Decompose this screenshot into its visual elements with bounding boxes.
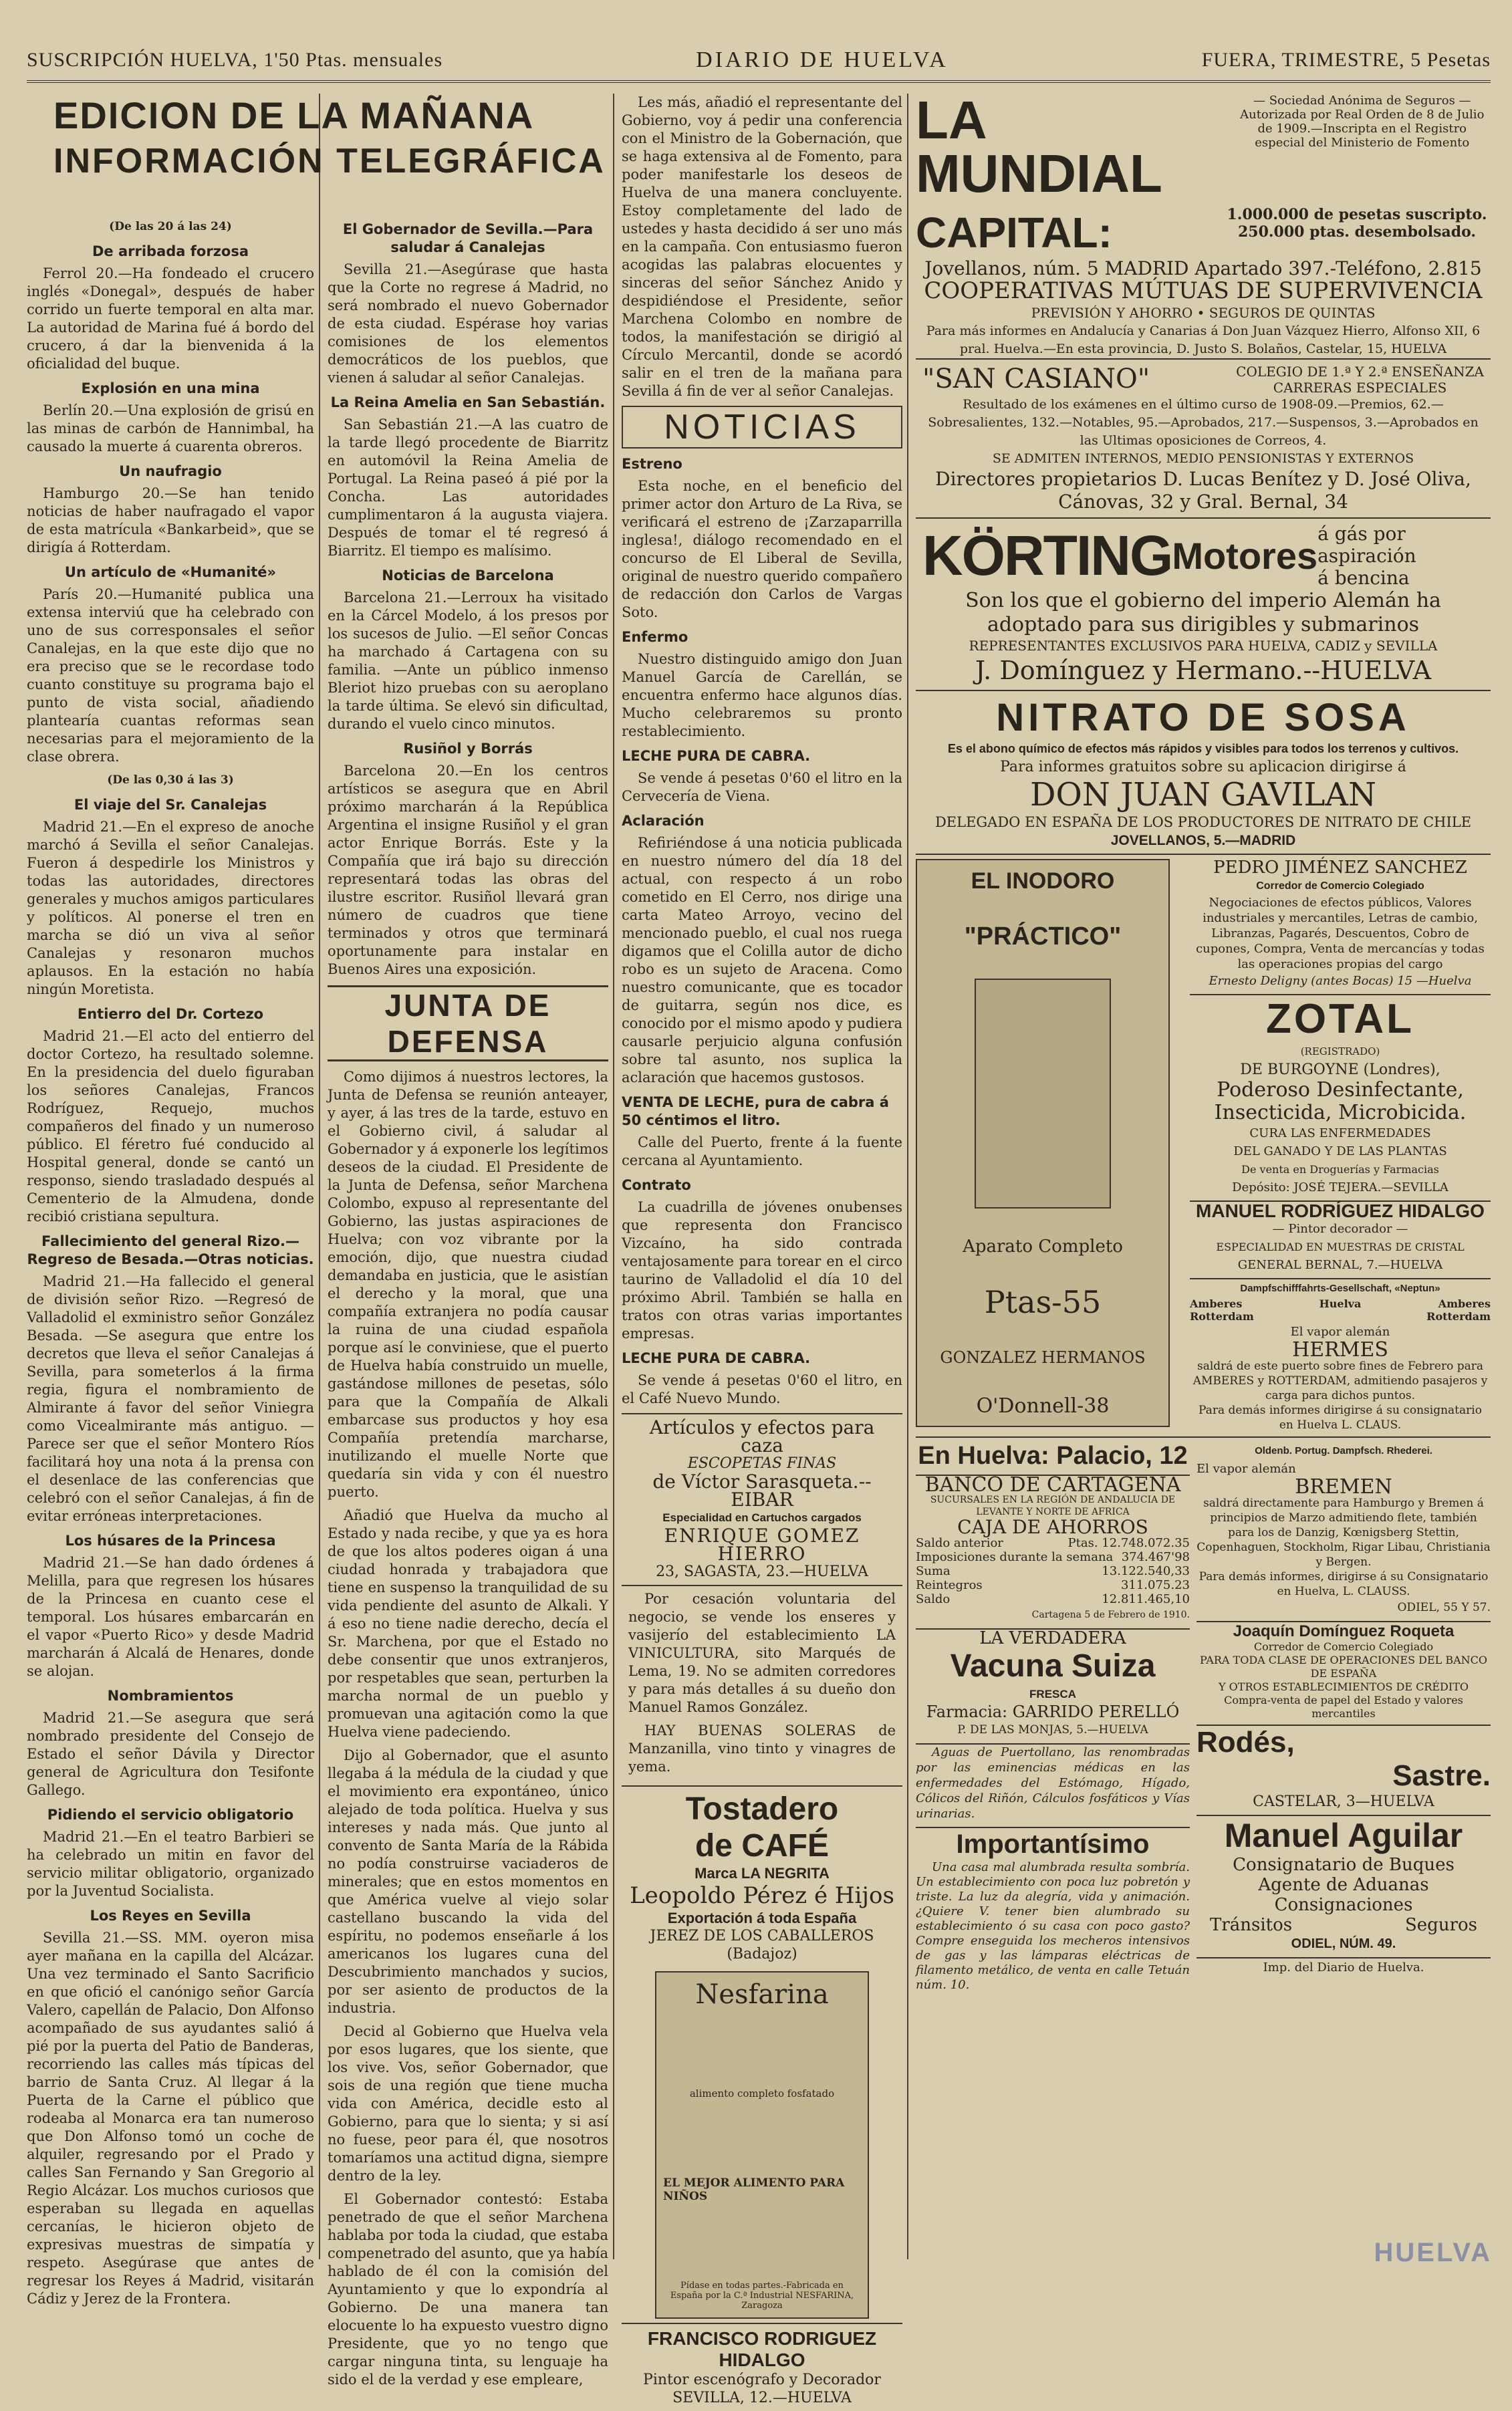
- article-text: Barcelona 21.—Lerroux ha visitado en la Cárcel Modelo, á los presos por los sucesos de Julio. —El señor Concas ha marchado á Cartagena con su familia. —Ante un público inmenso Bleriot hizo pruebas con su aeroplano la tarde última. Se elevó sin dificultad, durando el vuelo cinco minutos.: [328, 590, 608, 732]
- ad-line: SE ADMITEN INTERNOS, MEDIO PENSIONISTAS Y EXTERNOS: [992, 451, 1414, 466]
- banco-table-row: [916, 1536, 1190, 1550]
- ad-line: En Huelva: Palacio, 12: [918, 1442, 1188, 1470]
- article-text: Madrid 21.—Se asegura que será nombrado presidente del Consejo de Estado el señor Dávila y Director general de Agricultura don Tesifonte Gallego.: [27, 1710, 314, 1798]
- ads-right-stack-lower: [1196, 1442, 1491, 1998]
- banco-row-value: Ptas. 12.748.072.35: [1067, 1536, 1190, 1550]
- ad-line: CURA LAS ENFERMEDADES: [1249, 1126, 1431, 1140]
- banco-row-value: 12.811.465,10: [1102, 1592, 1190, 1606]
- article-heading: VENTA DE LECHE, pura de cabra á 50 céntimos el litro.: [622, 1094, 889, 1128]
- subscription-local: SUSCRIPCIÓN HUELVA, 1'50 Ptas. mensuales: [27, 49, 443, 71]
- article-text: Sevilla 21.—SS. MM. oyeron misa ayer mañana en la capilla del Alcázar. Una vez terminado el Santo Sacrificio en que ofició el canónigo señor García Valero, capellán de Palacio, Don Alfonso acompañado de sus ayudantes salió á pié por la puerta del Patio de Banderas, recorriendo las calles más típicas del barrio de Santa Cruz. Al llegar á la Puerta de la Carne el público que rodeaba al Monarca era tan numeroso que Don Alfonso tomó un coche de alquiler, regresando por el Prado y calles San Fernando y San Gregorio al Regio Alcázar. Los muchos curiosos que esperaban su llegada en aquellas cercanías, le hicieron objeto de expresivas muestras de simpatía y respeto. Asegúrase que antes de regresar los Reyes á Madrid, visitarán Cádiz y Jerez de la Frontera.: [27, 1930, 314, 2307]
- article-text: La cuadrilla de jóvenes onubenses que representa don Francisco Vizcaíno, ha sido contrada ventajosamente para torear en el circo taurino de Valladolid el día 10 del próximo Abril. También se halla en tratos con otras varias importantes empresas.: [622, 1199, 902, 1342]
- banco-row-value: 13.122.540,33: [1102, 1564, 1190, 1578]
- ad-line: HERMES: [1292, 1338, 1388, 1362]
- ad-text: HAY BUENAS SOLERAS de Manzanilla, vino tinto y vinagres de yema.: [628, 1723, 896, 1775]
- article-text: Ferrol 20.—Ha fondeado el crucero inglés «Donegal», después de haber corrido un fuerte temporal en alta mar. La autoridad de Marina fué á bordo del crucero, á dar la bienvenida á la oficialidad del buque.: [27, 265, 314, 372]
- ad-line: Rotterdam: [1190, 1310, 1254, 1323]
- time-range: (De las 0,30 á las 3): [107, 773, 234, 787]
- ad-line: ZOTAL: [1265, 996, 1414, 1042]
- ad-line: ODIEL, 55 Y 57.: [1397, 1601, 1491, 1614]
- article-heading: Contrato: [622, 1177, 691, 1193]
- ad-line: — Pintor decorador —: [1272, 1222, 1408, 1236]
- ad-line: ESPECIALIDAD EN MUESTRAS DE CRISTAL: [1216, 1241, 1465, 1253]
- banco-row-label: Reintegros: [916, 1578, 983, 1592]
- banco-row-value: 374.467'98: [1121, 1550, 1190, 1564]
- ad-line: ESCOPETAS FINAS: [687, 1455, 837, 1472]
- newspaper-page: [27, 40, 1491, 2406]
- ad-line: Motores: [1172, 535, 1318, 577]
- ad-line: Jovellanos, núm. 5 MADRID Apartado 397.-Teléfono, 2.815: [924, 257, 1482, 279]
- zotal-ad: [1190, 994, 1491, 1196]
- ad-line: BREMEN: [1295, 1475, 1392, 1499]
- ad-line: CARRERAS ESPECIALES: [1273, 380, 1447, 396]
- ad-line: EL MEJOR ALIMENTO PARA NIÑOS: [663, 2176, 845, 2204]
- archive-watermark: HUELVA: [1374, 2238, 1492, 2267]
- ad-line: Agente de Aduanas: [1258, 1875, 1429, 1895]
- ad-line: NITRATO DE SOSA: [996, 696, 1410, 739]
- article-text: Hamburgo 20.—Se han tenido noticias de haber naufragado el vapor de esta matrícula «Bankarbeid», que se dirigía á Rotterdam.: [27, 485, 314, 555]
- ad-line: Ptas-55: [984, 1284, 1102, 1320]
- ad-line: Ernesto Deligny (antes Bocas) 15 —Huelva: [1209, 974, 1472, 988]
- subscription-outside: FUERA, TRIMESTRE, 5 Pesetas: [1201, 49, 1491, 71]
- article-text: Como dijimos á nuestros lectores, la Junta de Defensa se reunión anteayer, y ayer, á las tres de la tarde, estuvo en el Gobierno civil, á saludar al Gobernador y á exponerle los legítimos deseos de la ciudad. El Presidente de la Junta de Defensa, señor Marchena Colombo, expuso al representante del Gobierno, las justas aspiraciones de Huelva; con voz vibrante por la emoción, dijo, que nuestra ciudad demandaba en justicia, que le asistían el derecho y la moral, que una compañía extranjera no podía causar la ruina de una ciudad española porque así le conviniese, que el puerto de Huelva había construido un muelle, gastándose millones de pesetas, sólo para que la Compañía de Alkali embarcase sus productos y hoy esa Compañía pretendía marcharse, inutilizando el muelle Norte que quedaría sin vida y con él nuestro puerto.: [328, 1069, 608, 1500]
- article-heading: Noticias de Barcelona: [382, 567, 554, 584]
- ad-line: PARA TODA CLASE DE OPERACIONES DEL BANCO DE ESPAÑA: [1200, 1654, 1487, 1680]
- ad-nitrato: [916, 690, 1491, 854]
- ad-line: Manuel Aguilar: [1224, 1817, 1463, 1854]
- ad-text: Aguas de Puertollano, las renombradas por las eminencias médicas en las enfermedades del Estómago, Hígado, Cólicos del Riñón, Cálculos fosfáticos y Vías urinarias.: [916, 1745, 1190, 1821]
- ad-line: Huelva: [1319, 1297, 1362, 1310]
- masthead: [27, 40, 1491, 83]
- ad-line: Leopoldo Pérez é Hijos: [630, 1882, 894, 1909]
- ad-line: Y OTROS ESTABLECIMIENTOS DE CRÉDITO: [1219, 1680, 1469, 1693]
- ad-line: Exportación á toda España: [667, 1910, 857, 1926]
- ad-line: FRANCISCO RODRIGUEZ HIDALGO: [647, 2328, 877, 2370]
- ad-line: GONZALEZ HERMANOS: [940, 1348, 1146, 1367]
- ad-text: Por cesación voluntaria del negocio, se vende los enseres y vasijerío del establecimiento LA VINICULTURA, sito Marqués de Lema, 19. No se admiten corredores y para más detalles á su dueño don Manuel Ramos González.: [628, 1591, 896, 1715]
- edition-heading-block: [27, 94, 615, 214]
- ad-line: Nesfarina: [695, 1979, 829, 2010]
- manuel-aguilar-ad: [1196, 1815, 1491, 1953]
- article-heading: Estreno: [622, 456, 682, 472]
- banco-row-value: 311.075.23: [1120, 1578, 1190, 1592]
- la-mundial-title: LA MUNDIAL: [916, 90, 1162, 203]
- banco-row-label: Imposiciones durante la semana: [916, 1550, 1114, 1564]
- article-text: Madrid 21.—El acto del entierro del doctor Cortezo, ha resultado solemne. En la presidencia del duelo figuraban los señores Canalejas, Francos Rodríguez, Requejo, muchos compañeros del finado y un numeroso público. El féretro fué conducido al Hospital general, donde se cantó un responso, siendo trasladado después al Cementerio de la Almudena, donde recibió cristiana sepultura.: [27, 1028, 314, 1225]
- hermes-ad: [1190, 1278, 1491, 1432]
- ad-line: á bencina: [1317, 567, 1410, 589]
- ad-line: 1.000.000 de pesetas suscripto.: [1227, 206, 1487, 223]
- ad-line: FRESCA: [1029, 1688, 1076, 1700]
- ad-line: Compra-venta de papel del Estado y valores mercantiles: [1224, 1694, 1463, 1720]
- article-text: San Sebastián 21.—A las cuatro de la tarde llegó procedente de Biarritz en automóvil la Reina Amelia de Portugal. La Reina paseó á pié por la Concha. Las autoridades cumplimentaron á la augusta viajera. Después de tomar el té regresó á Biarritz. El tiempo es malísimo.: [328, 416, 608, 559]
- manuel-rodriguez-ad: [1190, 1200, 1491, 1274]
- ad-line: de CAFÉ: [695, 1828, 829, 1864]
- article-heading: Entierro del Dr. Cortezo: [77, 1006, 264, 1022]
- ad-line: Rotterdam: [1426, 1310, 1491, 1323]
- ad-tostadero: [622, 1785, 902, 1967]
- ad-line: ENRIQUE GOMEZ HIERRO: [664, 1525, 860, 1565]
- banco-table-row: [916, 1578, 1190, 1592]
- column-1: [27, 214, 321, 2307]
- section-title: INFORMACIÓN TELEGRÁFICA: [53, 142, 606, 180]
- printer-credit: Imp. del Diario de Huelva.: [1196, 1957, 1491, 1977]
- joaquin-dominguez-ad: [1196, 1621, 1491, 1721]
- ad-line: Directores propietarios D. Lucas Benítez y D. José Oliva, Cánovas, 32 y Gral. Bernal, 34: [935, 468, 1471, 513]
- ad-san-casiano: [916, 358, 1491, 517]
- ads-left-stack: [916, 1442, 1190, 1998]
- article-heading: Explosión en una mina: [81, 380, 260, 396]
- ad-line: Seguros: [1404, 1915, 1477, 1935]
- ad-line: Farmacia: GARRIDO PERELLÓ: [926, 1702, 1180, 1721]
- ad-line: DON JUAN GAVILAN: [1029, 776, 1376, 813]
- ad-line: alimento completo fosfatado: [689, 2087, 835, 2100]
- ad-line: 23, SAGASTA, 23.—HUELVA: [656, 1563, 868, 1580]
- article-text: Madrid 21.—En el expreso de anoche marchó á Sevilla el señor Canalejas. Fueron á despedirle los Ministros y todas las autoridades, directores generales y muchos amigos particulares y políticos. Al ponerse el tren en marcha se dió un viva al señor Canalejas y resonaron muchos aplausos. En la estación no había ningún Moretista.: [27, 819, 314, 997]
- ad-line: Para más informes en Andalucía y Canarias á Don Juan Vázquez Hierro, Alfonso XII, 6 pral. Huelva.—En esta provincia, D. Justo S. Bolaños, Castelar, 15, HUELVA: [926, 324, 1481, 356]
- article-heading: Los húsares de la Princesa: [65, 1533, 276, 1549]
- ad-line: COLEGIO DE 1.ª Y 2.ª ENSEÑANZA: [1236, 364, 1484, 380]
- article-text: Madrid 21.—En el teatro Barbieri se ha celebrado un mitin en favor del servicio militar obligatorio, organizado por la Juventud Socialista.: [27, 1829, 314, 1899]
- article-heading: Enfermo: [622, 629, 688, 645]
- ad-line: Artículos y efectos para caza: [649, 1416, 875, 1456]
- article-text: Madrid 21.—Se han dado órdenes á Melilla, para que regresen los húsares de la Princesa en cuanto cese el temporal. Los húsares embarcarán en el vapor «Puerto Rico» y desde Madrid marcharán á Alcalá de Henares, donde se alojan.: [27, 1555, 314, 1679]
- ad-hunting-supplies: [622, 1413, 902, 1585]
- ad-line: Es el abono químico de efectos más rápidos y visibles para todos los terrenos y cultivos.: [947, 742, 1459, 755]
- ad-line: Rodés,: [1196, 1726, 1295, 1759]
- ad-line: Corredor de Comercio Colegiado: [1253, 1640, 1434, 1653]
- ad-line: Consignaciones: [1274, 1895, 1413, 1915]
- ad-line: ODIEL, NÚM. 49.: [1291, 1936, 1396, 1951]
- article-heading: El Gobernador de Sevilla.—Para saludar á Canalejas: [342, 221, 594, 255]
- article-heading: LECHE PURA DE CABRA.: [622, 748, 811, 764]
- banco-table-row: [916, 1592, 1190, 1606]
- article-text: Madrid 21.—Ha fallecido el general de división señor Rizo. —Regresó de Valladolid el exministro señor González Besada. —Se asegura que entre los decretos que lleva el señor Canalejas á Sevilla, para someterlos á la firma regia, figura el nombramiento de Almirante á favor del señor Viniegra como Vicealmirante más antiguo. —Parece ser que el señor Montero Ríos facilitará hoy una nota á la prensa con el desenlace de las conferencias que celebró con el señor Canalejas, á fin de evitar erróneas interpretaciones.: [27, 1273, 314, 1524]
- ad-line: — Sociedad Anónima de Seguros —: [1253, 94, 1471, 108]
- ads-right-stack: [1190, 859, 1491, 1432]
- ad-line: Para demás informes, dirigirse á su Consignatario en Huelva, L. CLAUSS.: [1199, 1570, 1489, 1598]
- ad-line: BANCO DE CARTAGENA: [924, 1473, 1181, 1497]
- article-text: Refiriéndose á una noticia publicada en nuestro número del día 18 del actual, con respecto á un robo cometido en El Cerro, nos dirige una carta Mateo Arroyo, vecino del mencionado pueblo, el cual nos ruega digamos que el Colilla autor de dicho robo es un sujeto de Aracena. Como nuestro comunicante, que es tocador de guitarra, según nos dice, es conocido por el mismo apodo y pudiera causarle perjuicio alguna confusión sobre tal asunto, nos suplica la aclaración que hacemos gustosos.: [622, 835, 902, 1086]
- article-heading: De arribada forzosa: [92, 243, 249, 259]
- article-heading: Un naufragio: [119, 463, 222, 479]
- ad-vinicultura: [622, 1585, 902, 1785]
- ad-line: Poderoso Desinfectante,: [1217, 1078, 1464, 1102]
- article-text: Añadió que Huelva da mucho al Estado y nada recibe, y que ya es hora de que los altos poderes oigan á una ciudad honrada y trabajadora que tiene en suspenso la tranquilidad de su vida pendiente del asunto de Alkali. Y á eso no tiene nadie derecho, decía el Sr. Marchena, por que el Estado no debe consentir que unos extranjeros, por respetables que sean, perturben la marcha normal de un pueblo y promuevan una agitación como la que Huelva viene padeciendo.: [328, 1507, 608, 1740]
- article-text: Se vende á pesetas 0'60 el litro, en el Café Nuevo Mundo.: [622, 1372, 902, 1406]
- ad-line: DE BURGOYNE (Londres),: [1240, 1061, 1440, 1078]
- column-3: [615, 94, 909, 2406]
- ad-line: O'Donnell-38: [976, 1394, 1110, 1418]
- puertollano-ad: [916, 1743, 1190, 1821]
- ad-text: Una casa mal alumbrada resulta sombría. Un establecimiento con poca luz pobretón y triste. La luz da alegría, vida y animación. ¿Quiere V. tener bien alumbrado su establecimiento ó su casa con poco gasto? Compre enseguida los mecheros intensivos de gas y las lámparas eléctricas de filamento metálico, de venta en calle Tetuán núm. 10.: [916, 1860, 1190, 1992]
- edition-title: EDICION DE LA MAÑANA: [53, 94, 535, 136]
- capital-label: CAPITAL:: [916, 209, 1112, 257]
- banco-table-row: [916, 1564, 1190, 1578]
- article-heading: Los Reyes en Sevilla: [90, 1908, 251, 1924]
- ad-line: Tránsitos: [1210, 1915, 1293, 1935]
- ad-line: J. Domínguez y Hermano.--HUELVA: [975, 656, 1432, 685]
- ad-line: El vapor alemán: [1290, 1325, 1390, 1339]
- ad-line: Para informes gratuitos sobre su aplicacion dirigirse á: [1000, 759, 1406, 775]
- vacuna-suiza-ad: [916, 1628, 1190, 1739]
- banco-row-label: Suma: [916, 1564, 951, 1578]
- ad-line: Insecticida, Microbicida.: [1214, 1101, 1467, 1124]
- ad-line: DELEGADO EN ESPAÑA DE LOS PRODUCTORES DE NITRATO DE CHILE: [934, 814, 1472, 830]
- ad-line: Aparato Completo: [963, 1236, 1123, 1257]
- ad-rodriguez-hidalgo: [622, 2323, 902, 2411]
- article-text: Berlín 20.—Una explosión de grisú en las minas de carbón de Hannimbal, ha causado la muerte á cuarenta obreros.: [27, 402, 314, 455]
- article-text: Les más, añadió el representante del Gobierno, voy á pedir una conferencia con el Ministro de la Gobernación, que se haga extensiva al de Fomento, para poder manifestarle los deseos de Huelva de una manera concluyente. Estoy completamente del lado de ustedes y hasta decidido á ser uno más en la campaña. Con entusiasmo fueron acogidas las palabras elocuentes y sinceras del señor Sánchez Anido y despidiéndose el Presidente, señor Marchena Colombo en nombre de todos, la manifestación se dirigió al Círculo Mercantil, donde se acordó salir en el tren de la mañana para Sevilla á fin de ver al señor Canalejas.: [622, 94, 902, 399]
- ad-line: EL INODORO: [971, 868, 1115, 894]
- ad-line: LA VERDADERA: [979, 1628, 1126, 1648]
- ad-line: De venta en Droguerías y Farmacias: [1241, 1163, 1439, 1176]
- article-text: Dijo al Gobernador, que el asunto llegaba á la médula de la ciudad y que el movimiento era expontáneo, único alejado de toda política. Huelva y sus intereses y nada más. Que junto al convento de Santa María de la Rábida no podía construirse vaciaderos de minerales; que en estos momentos en que América vuelve al viejo solar castellano buscando la vida del espíritu, no podemos enseñarle á los americanos los lugares cuna del Descubrimiento manchados y sucios, por ser asiento de productos de la industria.: [328, 1747, 608, 2016]
- ads-row-middle: [916, 854, 1491, 1436]
- ad-line: Consignatario de Buques: [1233, 1855, 1455, 1875]
- ad-line: 250.000 ptas. desembolsado.: [1237, 223, 1477, 241]
- ad-line: Pídase en todas partes.-Fabricada en España por la C.ª Industrial NESFARINA, Zaragoza: [670, 2280, 854, 2311]
- ad-line: GENERAL BERNAL, 7.—HUELVA: [1237, 1258, 1443, 1272]
- ad-line: P. DE LAS MONJAS, 5.—HUELVA: [957, 1723, 1148, 1737]
- article-heading: Aclaración: [622, 813, 705, 829]
- ad-line: Vacuna Suiza: [950, 1648, 1156, 1684]
- ad-line: CASTELAR, 3—HUELVA: [1253, 1793, 1434, 1810]
- ad-line: Especialidad en Cartuchos cargados: [662, 1511, 862, 1524]
- ad-line: Corredor de Comercio Colegiado: [1256, 880, 1424, 892]
- article-heading: El viaje del Sr. Canalejas: [74, 797, 267, 813]
- ad-line: Joaquín Domínguez Roqueta: [1233, 1622, 1455, 1640]
- ad-korting: [916, 517, 1491, 690]
- rodes-ad: [1196, 1725, 1491, 1811]
- inodoro-ad: [916, 859, 1170, 1427]
- banco-row-label: Saldo: [916, 1592, 951, 1606]
- nesfarina-ad: [655, 1971, 869, 2319]
- ad-line: Sastre.: [1392, 1759, 1491, 1792]
- article-text: Decid al Gobierno que Huelva vela por esos lugares, que los siente, que los vive. Vos, señor Gobernador, que sois de una región que tiene mucha vida con América, decidle esto al Gobierno, para que lo sienta; y si así no fuese, peor para él, que nosotros tomaríamos una actitud digna, siempre dentro de la ley.: [328, 2023, 608, 2184]
- ad-line: DEL GANADO Y DE LAS PLANTAS: [1233, 1144, 1447, 1158]
- ad-line: saldrá de este puerto sobre fines de Febrero para AMBERES y ROTTERDAM, admitiendo pasajeros y carga para dichos puntos.: [1192, 1360, 1488, 1402]
- column-2: [321, 214, 615, 2388]
- column-4-advertisements: [909, 90, 1491, 2259]
- article-text: Se vende á pesetas 0'60 el litro en la Cervecería de Viena.: [622, 770, 902, 804]
- ad-la-mundial: [916, 90, 1491, 358]
- ad-line: Son los que el gobierno del imperio Alemán ha adoptado para sus dirigibles y submarinos: [965, 589, 1441, 636]
- article-heading: Fallecimiento del general Rizo.—Regreso de Besada.—Otras noticias.: [27, 1233, 314, 1267]
- article-text: Calle del Puerto, frente á la fuente cercana al Ayuntamiento.: [622, 1134, 902, 1168]
- ads-row-lower: [916, 1436, 1491, 2002]
- article-heading: Pidiendo el servicio obligatorio: [47, 1807, 294, 1823]
- article-text: Sevilla 21.—Asegúrase que hasta que la Corte no regrese á Madrid, no será nombrado el nuevo Gobernador de esta ciudad. Espérase hoy varias comisiones de los elementos democráticos de los pueblos, que vienen á saludar al señor Canalejas.: [328, 261, 608, 386]
- ad-line: "SAN CASIANO": [922, 364, 1150, 394]
- ad-line: PREVISIÓN Y AHORRO • SEGUROS DE QUINTAS: [1031, 305, 1376, 321]
- newspaper-title: DIARIO DE HUELVA: [696, 47, 949, 72]
- ad-line: á gás por aspiración: [1317, 523, 1416, 567]
- ad-line: Para demás informes dirigirse á su consignatario en Huelva L. CLAUS.: [1199, 1404, 1482, 1432]
- article-heading: Un artículo de «Humanité»: [64, 564, 277, 580]
- ad-line: Depósito: JOSÉ TEJERA.—SEVILLA: [1232, 1180, 1448, 1194]
- ad-line: El vapor alemán: [1196, 1462, 1296, 1476]
- ad-line: SUCURSALES EN LA REGIÓN DE ANDALUCIA DE LEVANTE Y NORTE DE AFRICA: [930, 1495, 1176, 1517]
- article-heading: Nombramientos: [107, 1688, 234, 1704]
- banco-cartagena-ad: [916, 1475, 1190, 1624]
- time-range: (De las 20 á las 24): [109, 220, 232, 233]
- ad-line: Pintor escenógrafo y Decorador: [643, 2372, 881, 2388]
- article-text: Nuestro distinguido amigo don Juan Manuel García de Carellán, se encuentra enfermo hace algunos días. Mucho celebraremos su pronto restablecimiento.: [622, 651, 902, 739]
- ad-line: COOPERATIVAS MÚTUAS DE SUPERVIVENCIA: [924, 277, 1483, 304]
- bremen-ad: [1196, 1442, 1491, 1617]
- banco-row-label: Saldo anterior: [916, 1536, 1003, 1550]
- ad-line: PEDRO JIMÉNEZ SANCHEZ: [1213, 858, 1467, 878]
- banco-table-row: [916, 1550, 1190, 1564]
- toilet-illustration: [975, 979, 1111, 1209]
- ad-line: Amberes: [1190, 1297, 1243, 1310]
- ad-line: Dampfschifffahrts-Gesellschaft, «Neptun»: [1240, 1283, 1440, 1294]
- article-heading: Rusiñol y Borrás: [403, 741, 533, 757]
- article-heading: La Reina Amelia en San Sebastián.: [330, 394, 606, 410]
- ad-line: de Víctor Sarasqueta.--EIBAR: [652, 1471, 872, 1511]
- article-heading: LECHE PURA DE CABRA.: [622, 1350, 811, 1366]
- ad-line: JEREZ DE LOS CABALLEROS (Badajoz): [650, 1928, 874, 1962]
- article-text: Barcelona 20.—En los centros artísticos se asegura que en Abril próximo marcharán á la República Argentina el insigne Rusiñol y el gran actor Enrique Borrás. Este y la Compañía que irá bajo su dirección representará todas las obras del ilustre escritor. Rusiñol llevará gran número de cuadros que tiene terminados y otros que terminará oportunamente para instalar en Buenos Aires una exposición.: [328, 763, 608, 977]
- ad-line: (REGISTRADO): [1300, 1045, 1380, 1057]
- banco-table: [916, 1536, 1190, 1606]
- ad-line: Tostadero: [685, 1791, 839, 1827]
- ad-line: Oldenb. Portug. Dampfsch. Rhederei.: [1255, 1445, 1432, 1456]
- importantisimo-ad: [916, 1827, 1190, 1993]
- ad-line: REPRESENTANTES EXCLUSIVOS PARA HUELVA, CADIZ y SEVILLA: [969, 638, 1438, 654]
- ad-line: SEVILLA, 12.—HUELVA: [672, 2390, 852, 2406]
- ad-line: Marca LA NEGRITA: [695, 1865, 830, 1882]
- article-text: El Gobernador contestó: Estaba penetrado de que el señor Marchena hablaba por toda la ciudad, que estaba compenetrado del asunto, que ya había hablado de él con la comisión del Ayuntamiento y que lo expondría al Gobierno. De una manera tan elocuente lo ha expuesto vuestro digno Presidente, que yo no tengo que cargar ninguna tinta, su lenguaje ha sido el de la verdad y ese empleare,: [328, 2191, 608, 2388]
- article-text: Esta noche, en el beneficio del primer actor don Arturo de La Riva, se verificará el estreno de ¡Zarzaparrilla inglesa!, diálogo recomendado en el concurso de El Liberal de Sevilla, original de nuestro querido compañero de redacción don Carlos de Vargas Soto.: [622, 478, 902, 620]
- junta-defensa-title: JUNTA DE DEFENSA: [328, 985, 608, 1061]
- ad-line: "PRÁCTICO": [964, 922, 1122, 950]
- ad-line: KÖRTING: [922, 524, 1172, 587]
- ad-line: JOVELLANOS, 5.—MADRID: [1110, 833, 1296, 848]
- ad-line: Importantísimo: [956, 1829, 1150, 1859]
- ad-line: saldrá directamente para Hamburgo y Bremen á principios de Marzo admitiendo flete, también para los de Danzig, Kœnigsberg Stettin, Copenhaguen, Stockholm, Rigar Libau, Christiania y Bergen.: [1196, 1497, 1491, 1569]
- article-text: París 20.—Humanité publica una extensa interviú que ha celebrado con uno de sus corresponsales el señor Canalejas, en la que este dijo que no era preciso que se le recordase todo cuanto constituye su programa bajo el punto de vista social, añadiendo plantearía cuantas reformas sean necesarias para el mejoramiento de la clase obrera.: [27, 586, 314, 765]
- ad-line: MANUEL RODRÍGUEZ HIDALGO: [1196, 1200, 1485, 1221]
- ad-line: CAJA DE AHORROS: [957, 1516, 1148, 1538]
- ad-line: Resultado de los exámenes en el último curso de 1908-09.—Premios, 62.—Sobresalientes, 132.—Notables, 95.—Aprobados, 217.—Suspensos, 3.—Aprobados en las Ultimas oposiciones de Correos, 4.: [928, 397, 1479, 448]
- ad-line: Cartagena 5 de Febrero de 1910.: [1031, 1610, 1190, 1620]
- ad-line: Amberes: [1438, 1297, 1491, 1310]
- ad-line: Negociaciones de efectos públicos, Valores industriales y mercantiles, Letras de cambio, Libranzas, Pagarés, Descuentos, Cobro de cupones, Compra, Venta de mercancías y todas las operaciones propias del cargo: [1196, 896, 1485, 971]
- noticias-title: NOTICIAS: [622, 406, 902, 449]
- ad-line: Autorizada por Real Orden de 8 de Julio de 1909.—Inscripta en el Registro especial del Ministerio de Fomento: [1240, 108, 1485, 150]
